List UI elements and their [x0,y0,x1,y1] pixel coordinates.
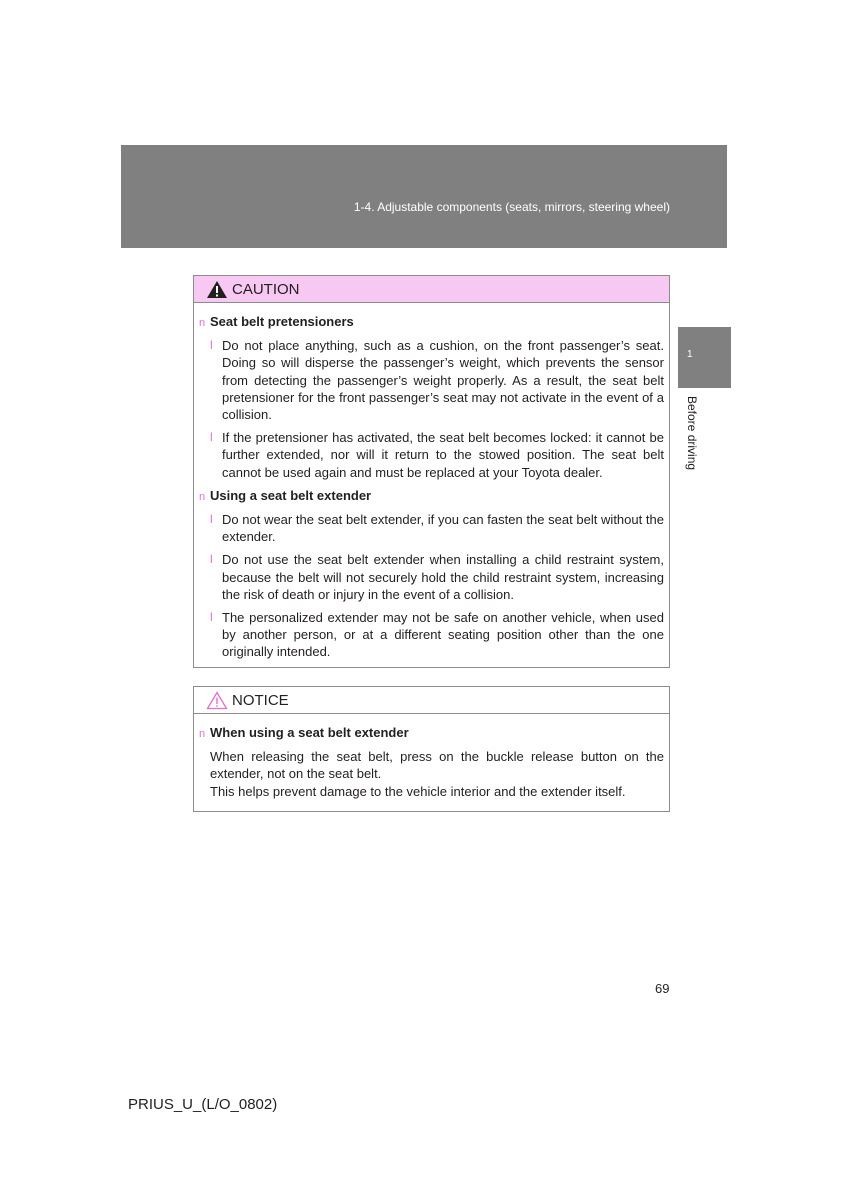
list-item [199,551,664,603]
section-heading [199,487,664,506]
notice-header [194,687,669,714]
caution-body [194,303,669,661]
bullet-marker: l [210,610,213,625]
section-heading [199,724,664,743]
bullet-marker: l [210,552,213,567]
caution-box [193,275,670,668]
section-marker: n [199,728,206,740]
notice-title: NOTICE [232,691,289,709]
notice-paragraph: When releasing the seat belt, press on the buckle release button on the extender, not on the seat belt. [210,749,664,782]
list-item-text: Do not use the seat belt extender when installing a child restraint system, because the belt will not securely hold the child restraint system, increasing the risk of death or injury in the event of a collision. [222,552,664,602]
list-item-text: The personalized extender may not be safe on another vehicle, when used by another person, or at a different seating position other than the one originally intended. [222,610,664,660]
section-title: 1-4. Adjustable components (seats, mirrors, steering wheel) [353,200,670,214]
bullet-marker: l [210,338,213,353]
caution-header [194,276,669,303]
chapter-number: 1 [687,349,693,360]
section-marker: n [199,490,206,503]
section-heading-text: When using a seat belt extender [210,725,409,740]
list-item [199,429,664,481]
chapter-label: Before driving [685,396,699,471]
list-item [199,511,664,545]
notice-body [194,714,669,800]
notice-box [193,686,670,812]
document-code: PRIUS_U_(L/O_0802) [128,1096,278,1113]
list-item-text: If the pretensioner has activated, the seat belt becomes locked: it cannot be further extended, nor will it return to the stowed position. The seat belt cannot be used again and must be replaced at your Toyota dealer. [222,430,664,480]
notice-triangle-icon [206,691,228,710]
warning-triangle-icon [206,280,228,299]
list-item-text: Do not place anything, such as a cushion, on the front passenger’s seat. Doing so will disperse the passenger’s weight, which prevents the sensor from detecting the passenger’s weight properly. As a result, the seat belt pretensioner for the front passenger’s seat may not activate in the event of a collision. [222,338,664,423]
chapter-tab [678,327,731,388]
list-item [199,337,664,423]
notice-paragraph: This helps prevent damage to the vehicle interior and the extender itself. [210,783,626,799]
list-item-text: Do not wear the seat belt extender, if you can fasten the seat belt without the extender. [222,512,664,545]
list-item [199,609,664,661]
bullet-marker: l [210,430,213,445]
section-heading-text: Using a seat belt extender [210,487,372,503]
caution-title: CAUTION [232,280,300,298]
header-band [121,145,727,248]
section-heading-text: Seat belt pretensioners [210,314,354,329]
section-heading [199,313,664,332]
bullet-marker: l [210,512,213,527]
section-marker: n [199,317,206,329]
page-number: 69 [655,981,670,996]
